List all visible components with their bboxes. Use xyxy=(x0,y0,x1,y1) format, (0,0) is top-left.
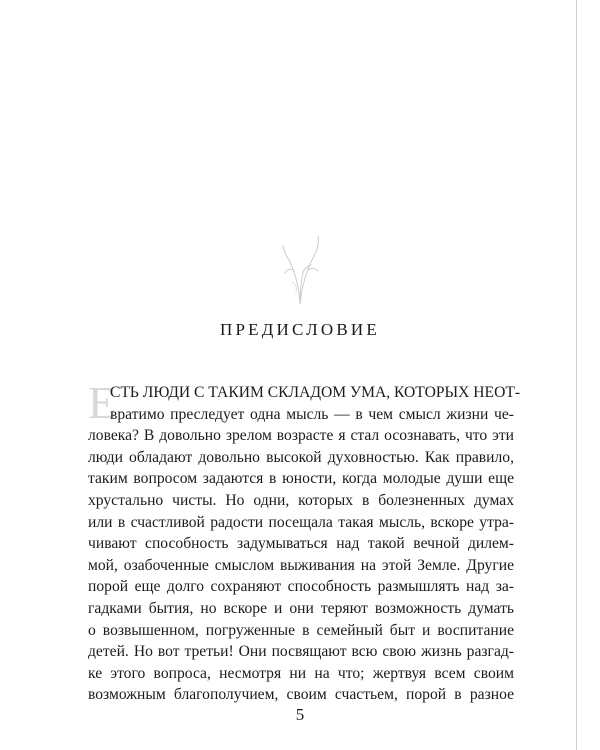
page-number: 5 xyxy=(295,705,305,724)
text-line: мой, озабоченные смыслом выживания на этой Земле. Другие xyxy=(88,556,514,574)
text-line: СТЬ ЛЮДИ С ТАКИМ СКЛАДОМ УМА, КОТОРЫХ НЕОТ- xyxy=(110,384,521,401)
text-line: ке этого вопроса, несмотря ни на что; жертвуя всем своим xyxy=(88,664,514,682)
text-line: или в счастливой радости посещала такая мысль, вскоре утра- xyxy=(88,513,514,531)
text-line: возможным благополучием, своим счастьем, порой в разное xyxy=(88,686,514,704)
text-line: вратимо преследует одна мысль — в чем смысл жизни че- xyxy=(110,405,514,423)
text-line: ловека? В довольно зрелом возрасте я стал осознавать, что эти xyxy=(88,427,514,445)
text-line: гадками бытия, но вскоре и они теряют возможность думать xyxy=(88,599,514,617)
page-edge xyxy=(576,0,577,750)
text-line: о возвышенном, погруженные в семейный быт и воспитание xyxy=(88,621,514,639)
text-line: порой еще долго сохраняют способность размышлять над за- xyxy=(88,578,514,596)
text-line: люди обладают довольно высокой духовностью. Как правило, xyxy=(88,448,514,466)
drop-cap: Е xyxy=(88,377,117,428)
text-line: хрустально чисты. Но одни, которых в болезненных думах xyxy=(88,491,514,509)
plant-sprig-icon xyxy=(272,226,328,306)
text-line: чивают способность задумываться над такой вечной дилем- xyxy=(88,535,514,553)
text-line: таким вопросом задаются в юности, когда молодые души еще xyxy=(88,470,514,488)
chapter-heading: ПРЕДИСЛОВИЕ xyxy=(220,320,380,339)
text-line: детей. Но вот третьи! Они посвящают всю свою жизнь разгад- xyxy=(88,643,514,661)
body-paragraph xyxy=(88,377,521,706)
